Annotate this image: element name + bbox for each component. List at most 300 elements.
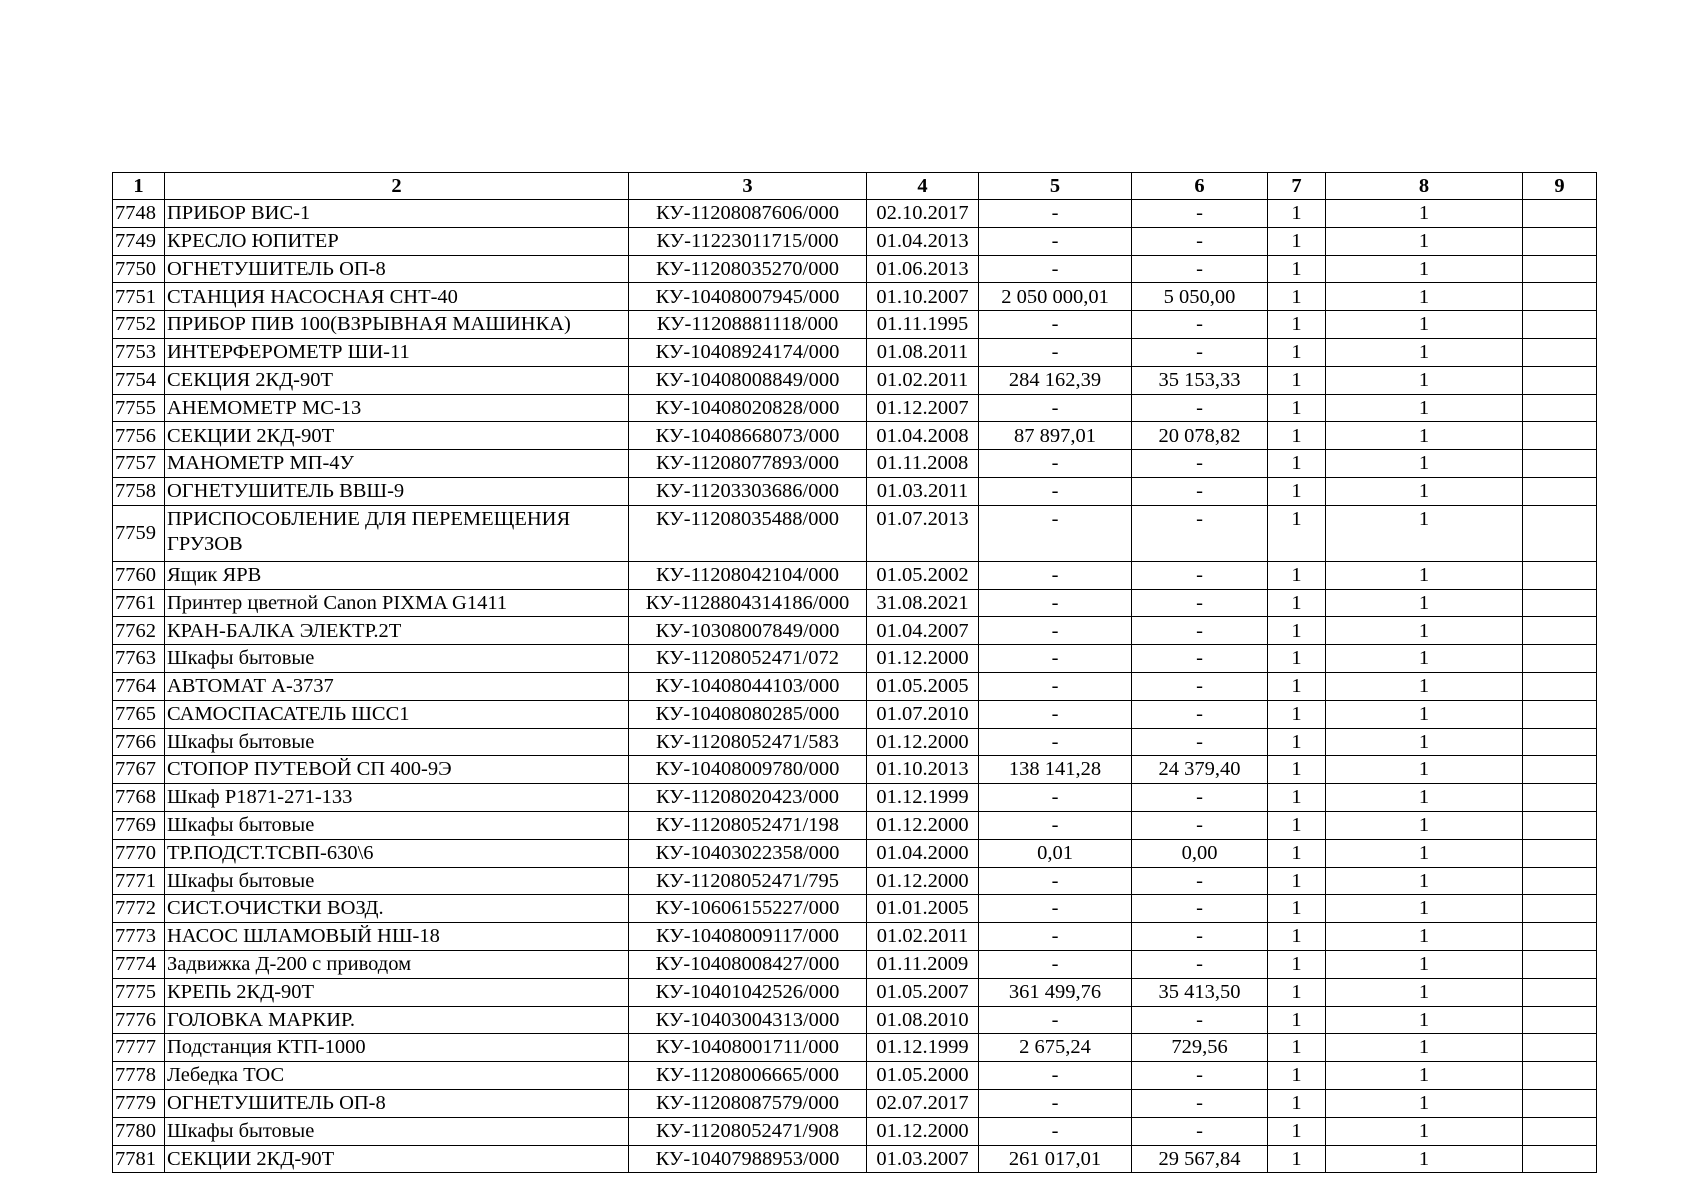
qty-col7-cell: 1 [1268, 1034, 1326, 1062]
value-col6-cell: - [1132, 645, 1268, 673]
date-cell: 01.12.2007 [867, 394, 979, 422]
inventory-code-cell: КУ-10401042526/000 [629, 978, 867, 1006]
item-name-cell: ПРИБОР ПИВ 100(ВЗРЫВНАЯ МАШИНКА) [165, 311, 629, 339]
table-row [113, 645, 1597, 673]
note-col9-cell [1523, 311, 1597, 339]
qty-col8-cell: 1 [1326, 672, 1523, 700]
date-cell: 01.04.2000 [867, 839, 979, 867]
note-col9-cell [1523, 561, 1597, 589]
value-col5-cell: - [979, 1062, 1132, 1090]
inventory-code-cell: КУ-10408008849/000 [629, 366, 867, 394]
inventory-code-cell: КУ-11208052471/583 [629, 728, 867, 756]
value-col5-cell: - [979, 311, 1132, 339]
qty-col7-cell: 1 [1268, 589, 1326, 617]
date-cell: 01.11.2008 [867, 450, 979, 478]
row-number-cell: 7751 [113, 283, 165, 311]
table-row [113, 895, 1597, 923]
column-header: 4 [867, 173, 979, 200]
qty-col7-cell: 1 [1268, 839, 1326, 867]
table-row [113, 1034, 1597, 1062]
value-col6-cell: - [1132, 227, 1268, 255]
item-name-cell: СЕКЦИЯ 2КД-90Т [165, 366, 629, 394]
value-col5-cell: - [979, 645, 1132, 673]
date-cell: 01.03.2007 [867, 1145, 979, 1173]
row-number-cell: 7774 [113, 950, 165, 978]
note-col9-cell [1523, 811, 1597, 839]
note-col9-cell [1523, 728, 1597, 756]
note-col9-cell [1523, 227, 1597, 255]
inventory-code-cell: КУ-11223011715/000 [629, 227, 867, 255]
value-col5-cell: 361 499,76 [979, 978, 1132, 1006]
value-col6-cell: - [1132, 311, 1268, 339]
date-cell: 02.10.2017 [867, 200, 979, 228]
value-col6-cell: - [1132, 728, 1268, 756]
date-cell: 02.07.2017 [867, 1089, 979, 1117]
column-header: 6 [1132, 173, 1268, 200]
qty-col7-cell: 1 [1268, 255, 1326, 283]
table-row [113, 700, 1597, 728]
date-cell: 01.11.1995 [867, 311, 979, 339]
header-row [113, 173, 1597, 200]
inventory-code-cell: КУ-10408008427/000 [629, 950, 867, 978]
value-col5-cell: - [979, 338, 1132, 366]
value-col5-cell: - [979, 895, 1132, 923]
qty-col7-cell: 1 [1268, 645, 1326, 673]
inventory-code-cell: КУ-11208042104/000 [629, 561, 867, 589]
note-col9-cell [1523, 1006, 1597, 1034]
value-col5-cell: 87 897,01 [979, 422, 1132, 450]
value-col6-cell: - [1132, 923, 1268, 951]
row-number-cell: 7760 [113, 561, 165, 589]
inventory-code-cell: КУ-11208087606/000 [629, 200, 867, 228]
date-cell: 01.05.2000 [867, 1062, 979, 1090]
item-name-cell: СТОПОР ПУТЕВОЙ СП 400-9Э [165, 756, 629, 784]
qty-col8-cell: 1 [1326, 366, 1523, 394]
value-col6-cell: 729,56 [1132, 1034, 1268, 1062]
qty-col8-cell: 1 [1326, 756, 1523, 784]
table-row [113, 1089, 1597, 1117]
qty-col8-cell: 1 [1326, 283, 1523, 311]
column-header: 3 [629, 173, 867, 200]
qty-col8-cell: 1 [1326, 338, 1523, 366]
value-col6-cell: - [1132, 617, 1268, 645]
row-number-cell: 7772 [113, 895, 165, 923]
inventory-code-cell: КУ-11208035270/000 [629, 255, 867, 283]
qty-col7-cell: 1 [1268, 1062, 1326, 1090]
qty-col7-cell: 1 [1268, 978, 1326, 1006]
value-col5-cell: - [979, 1089, 1132, 1117]
qty-col8-cell: 1 [1326, 839, 1523, 867]
item-name-cell: НАСОС ШЛАМОВЫЙ НШ-18 [165, 923, 629, 951]
item-name-cell: Принтер цветной Canon PIXMA G1411 [165, 589, 629, 617]
qty-col8-cell: 1 [1326, 477, 1523, 505]
qty-col7-cell: 1 [1268, 366, 1326, 394]
qty-col7-cell: 1 [1268, 811, 1326, 839]
inventory-code-cell: КУ-10308007849/000 [629, 617, 867, 645]
inventory-code-cell: КУ-10408044103/000 [629, 672, 867, 700]
value-col6-cell: - [1132, 505, 1268, 561]
item-name-cell: ПРИБОР ВИС-1 [165, 200, 629, 228]
table-row [113, 811, 1597, 839]
inventory-code-cell: КУ-11208052471/908 [629, 1117, 867, 1145]
qty-col7-cell: 1 [1268, 394, 1326, 422]
row-number-cell: 7778 [113, 1062, 165, 1090]
table-row [113, 505, 1597, 561]
qty-col8-cell: 1 [1326, 422, 1523, 450]
value-col6-cell: - [1132, 589, 1268, 617]
note-col9-cell [1523, 283, 1597, 311]
note-col9-cell [1523, 422, 1597, 450]
item-name-cell: СТАНЦИЯ НАСОСНАЯ СНТ-40 [165, 283, 629, 311]
row-number-cell: 7765 [113, 700, 165, 728]
value-col5-cell: - [979, 477, 1132, 505]
value-col5-cell: - [979, 672, 1132, 700]
qty-col8-cell: 1 [1326, 394, 1523, 422]
date-cell: 01.10.2013 [867, 756, 979, 784]
item-name-cell: КРЕПЬ 2КД-90Т [165, 978, 629, 1006]
inventory-code-cell: КУ-11208077893/000 [629, 450, 867, 478]
item-name-cell: АВТОМАТ А-3737 [165, 672, 629, 700]
table-row [113, 561, 1597, 589]
value-col5-cell: 261 017,01 [979, 1145, 1132, 1173]
qty-col7-cell: 1 [1268, 338, 1326, 366]
inventory-code-cell: КУ-10408009780/000 [629, 756, 867, 784]
date-cell: 31.08.2021 [867, 589, 979, 617]
table-row [113, 672, 1597, 700]
qty-col8-cell: 1 [1326, 1034, 1523, 1062]
note-col9-cell [1523, 617, 1597, 645]
value-col6-cell: - [1132, 895, 1268, 923]
qty-col7-cell: 1 [1268, 895, 1326, 923]
inventory-code-cell: КУ-10408009117/000 [629, 923, 867, 951]
date-cell: 01.04.2007 [867, 617, 979, 645]
item-name-cell: КРАН-БАЛКА ЭЛЕКТР.2Т [165, 617, 629, 645]
note-col9-cell [1523, 477, 1597, 505]
value-col6-cell: - [1132, 1117, 1268, 1145]
date-cell: 01.06.2013 [867, 255, 979, 283]
value-col6-cell: - [1132, 811, 1268, 839]
qty-col8-cell: 1 [1326, 450, 1523, 478]
date-cell: 01.08.2010 [867, 1006, 979, 1034]
table-row [113, 338, 1597, 366]
note-col9-cell [1523, 366, 1597, 394]
qty-col7-cell: 1 [1268, 311, 1326, 339]
table-row [113, 394, 1597, 422]
inventory-code-cell: КУ-11203303686/000 [629, 477, 867, 505]
qty-col8-cell: 1 [1326, 950, 1523, 978]
qty-col7-cell: 1 [1268, 227, 1326, 255]
value-col6-cell: 29 567,84 [1132, 1145, 1268, 1173]
value-col6-cell: - [1132, 477, 1268, 505]
date-cell: 01.12.1999 [867, 784, 979, 812]
qty-col8-cell: 1 [1326, 255, 1523, 283]
qty-col7-cell: 1 [1268, 950, 1326, 978]
note-col9-cell [1523, 756, 1597, 784]
qty-col8-cell: 1 [1326, 923, 1523, 951]
note-col9-cell [1523, 1117, 1597, 1145]
table-row [113, 283, 1597, 311]
table-row [113, 867, 1597, 895]
row-number-cell: 7748 [113, 200, 165, 228]
qty-col7-cell: 1 [1268, 1089, 1326, 1117]
row-number-cell: 7757 [113, 450, 165, 478]
inventory-code-cell: КУ-11208052471/198 [629, 811, 867, 839]
date-cell: 01.05.2002 [867, 561, 979, 589]
inventory-code-cell: КУ-11208052471/795 [629, 867, 867, 895]
note-col9-cell [1523, 700, 1597, 728]
value-col6-cell: 0,00 [1132, 839, 1268, 867]
qty-col8-cell: 1 [1326, 784, 1523, 812]
row-number-cell: 7758 [113, 477, 165, 505]
qty-col8-cell: 1 [1326, 978, 1523, 1006]
table-body [113, 200, 1597, 1173]
table-row [113, 784, 1597, 812]
value-col5-cell: - [979, 505, 1132, 561]
row-number-cell: 7767 [113, 756, 165, 784]
value-col5-cell: - [979, 561, 1132, 589]
value-col5-cell: - [979, 200, 1132, 228]
value-col5-cell: - [979, 617, 1132, 645]
item-name-cell: Шкафы бытовые [165, 1117, 629, 1145]
table-row [113, 227, 1597, 255]
row-number-cell: 7756 [113, 422, 165, 450]
qty-col7-cell: 1 [1268, 1006, 1326, 1034]
qty-col8-cell: 1 [1326, 561, 1523, 589]
value-col6-cell: - [1132, 450, 1268, 478]
date-cell: 01.03.2011 [867, 477, 979, 505]
inventory-code-cell: КУ-10408668073/000 [629, 422, 867, 450]
row-number-cell: 7780 [113, 1117, 165, 1145]
value-col6-cell: - [1132, 1062, 1268, 1090]
item-name-cell: МАНОМЕТР МП-4У [165, 450, 629, 478]
inventory-code-cell: КУ-10408080285/000 [629, 700, 867, 728]
value-col6-cell: - [1132, 394, 1268, 422]
value-col6-cell: - [1132, 784, 1268, 812]
qty-col7-cell: 1 [1268, 1145, 1326, 1173]
item-name-cell: Задвижка Д-200 с приводом [165, 950, 629, 978]
row-number-cell: 7768 [113, 784, 165, 812]
inventory-code-cell: КУ-10408007945/000 [629, 283, 867, 311]
note-col9-cell [1523, 839, 1597, 867]
item-name-cell: Шкафы бытовые [165, 728, 629, 756]
note-col9-cell [1523, 895, 1597, 923]
date-cell: 01.12.1999 [867, 1034, 979, 1062]
value-col5-cell: - [979, 1117, 1132, 1145]
table-row [113, 1006, 1597, 1034]
row-number-cell: 7764 [113, 672, 165, 700]
table-row [113, 1117, 1597, 1145]
value-col5-cell: - [979, 728, 1132, 756]
item-name-cell: Шкафы бытовые [165, 811, 629, 839]
table-row [113, 477, 1597, 505]
row-number-cell: 7777 [113, 1034, 165, 1062]
item-name-cell: КРЕСЛО ЮПИТЕР [165, 227, 629, 255]
date-cell: 01.07.2010 [867, 700, 979, 728]
inventory-code-cell: КУ-11208020423/000 [629, 784, 867, 812]
note-col9-cell [1523, 923, 1597, 951]
row-number-cell: 7755 [113, 394, 165, 422]
inventory-code-cell: КУ-11208087579/000 [629, 1089, 867, 1117]
qty-col8-cell: 1 [1326, 700, 1523, 728]
date-cell: 01.05.2005 [867, 672, 979, 700]
item-name-cell: ОГНЕТУШИТЕЛЬ ВВШ-9 [165, 477, 629, 505]
value-col5-cell: - [979, 784, 1132, 812]
qty-col7-cell: 1 [1268, 561, 1326, 589]
qty-col7-cell: 1 [1268, 672, 1326, 700]
item-name-cell: ИНТЕРФЕРОМЕТР ШИ-11 [165, 338, 629, 366]
qty-col7-cell: 1 [1268, 200, 1326, 228]
column-header: 2 [165, 173, 629, 200]
table-row [113, 311, 1597, 339]
value-col5-cell: 2 675,24 [979, 1034, 1132, 1062]
qty-col7-cell: 1 [1268, 867, 1326, 895]
value-col5-cell: - [979, 255, 1132, 283]
row-number-cell: 7769 [113, 811, 165, 839]
note-col9-cell [1523, 784, 1597, 812]
row-number-cell: 7749 [113, 227, 165, 255]
note-col9-cell [1523, 200, 1597, 228]
item-name-cell: СИСТ.ОЧИСТКИ ВОЗД. [165, 895, 629, 923]
item-name-cell: ТР.ПОДСТ.ТСВП-630\6 [165, 839, 629, 867]
value-col6-cell: - [1132, 867, 1268, 895]
value-col6-cell: - [1132, 255, 1268, 283]
note-col9-cell [1523, 978, 1597, 1006]
value-col5-cell: - [979, 950, 1132, 978]
qty-col7-cell: 1 [1268, 477, 1326, 505]
note-col9-cell [1523, 1034, 1597, 1062]
row-number-cell: 7761 [113, 589, 165, 617]
date-cell: 01.10.2007 [867, 283, 979, 311]
inventory-code-cell: КУ-11208035488/000 [629, 505, 867, 561]
value-col5-cell: 0,01 [979, 839, 1132, 867]
qty-col7-cell: 1 [1268, 700, 1326, 728]
qty-col7-cell: 1 [1268, 784, 1326, 812]
date-cell: 01.04.2008 [867, 422, 979, 450]
row-number-cell: 7770 [113, 839, 165, 867]
note-col9-cell [1523, 255, 1597, 283]
value-col6-cell: - [1132, 950, 1268, 978]
inventory-code-cell: КУ-10407988953/000 [629, 1145, 867, 1173]
qty-col7-cell: 1 [1268, 1117, 1326, 1145]
table-row [113, 589, 1597, 617]
item-name-cell: ГОЛОВКА МАРКИР. [165, 1006, 629, 1034]
qty-col8-cell: 1 [1326, 1062, 1523, 1090]
row-number-cell: 7754 [113, 366, 165, 394]
value-col5-cell: - [979, 700, 1132, 728]
inventory-code-cell: КУ-1128804314186/000 [629, 589, 867, 617]
value-col6-cell: - [1132, 338, 1268, 366]
inventory-code-cell: КУ-10403004313/000 [629, 1006, 867, 1034]
value-col5-cell: 2 050 000,01 [979, 283, 1132, 311]
note-col9-cell [1523, 394, 1597, 422]
note-col9-cell [1523, 645, 1597, 673]
item-name-cell: АНЕМОМЕТР МС-13 [165, 394, 629, 422]
row-number-cell: 7753 [113, 338, 165, 366]
row-number-cell: 7750 [113, 255, 165, 283]
table-row [113, 756, 1597, 784]
row-number-cell: 7766 [113, 728, 165, 756]
value-col5-cell: - [979, 923, 1132, 951]
date-cell: 01.02.2011 [867, 923, 979, 951]
note-col9-cell [1523, 1089, 1597, 1117]
row-number-cell: 7771 [113, 867, 165, 895]
inventory-code-cell: КУ-10408924174/000 [629, 338, 867, 366]
row-number-cell: 7775 [113, 978, 165, 1006]
value-col6-cell: 35 153,33 [1132, 366, 1268, 394]
value-col6-cell: 24 379,40 [1132, 756, 1268, 784]
qty-col7-cell: 1 [1268, 450, 1326, 478]
table-row [113, 950, 1597, 978]
value-col5-cell: - [979, 1006, 1132, 1034]
table-row [113, 728, 1597, 756]
note-col9-cell [1523, 505, 1597, 561]
value-col5-cell: 284 162,39 [979, 366, 1132, 394]
table-row [113, 255, 1597, 283]
table-row [113, 923, 1597, 951]
row-number-cell: 7776 [113, 1006, 165, 1034]
table-row [113, 1145, 1597, 1173]
value-col6-cell: - [1132, 561, 1268, 589]
table-row [113, 839, 1597, 867]
value-col5-cell: - [979, 450, 1132, 478]
qty-col8-cell: 1 [1326, 1145, 1523, 1173]
value-col6-cell: - [1132, 1089, 1268, 1117]
note-col9-cell [1523, 1062, 1597, 1090]
row-number-cell: 7763 [113, 645, 165, 673]
note-col9-cell [1523, 867, 1597, 895]
note-col9-cell [1523, 950, 1597, 978]
note-col9-cell [1523, 1145, 1597, 1173]
date-cell: 01.12.2000 [867, 811, 979, 839]
qty-col8-cell: 1 [1326, 1117, 1523, 1145]
table-row [113, 366, 1597, 394]
qty-col7-cell: 1 [1268, 283, 1326, 311]
item-name-cell: Шкафы бытовые [165, 867, 629, 895]
column-header: 1 [113, 173, 165, 200]
qty-col8-cell: 1 [1326, 867, 1523, 895]
value-col5-cell: - [979, 227, 1132, 255]
qty-col8-cell: 1 [1326, 645, 1523, 673]
table-row [113, 200, 1597, 228]
item-name-cell: ОГНЕТУШИТЕЛЬ ОП-8 [165, 255, 629, 283]
date-cell: 01.07.2013 [867, 505, 979, 561]
qty-col8-cell: 1 [1326, 728, 1523, 756]
row-number-cell: 7759 [113, 505, 165, 561]
date-cell: 01.12.2000 [867, 867, 979, 895]
qty-col8-cell: 1 [1326, 895, 1523, 923]
note-col9-cell [1523, 589, 1597, 617]
column-header: 9 [1523, 173, 1597, 200]
inventory-code-cell: КУ-11208052471/072 [629, 645, 867, 673]
column-header: 5 [979, 173, 1132, 200]
value-col5-cell: 138 141,28 [979, 756, 1132, 784]
qty-col7-cell: 1 [1268, 617, 1326, 645]
qty-col8-cell: 1 [1326, 811, 1523, 839]
table-row [113, 450, 1597, 478]
date-cell: 01.05.2007 [867, 978, 979, 1006]
qty-col8-cell: 1 [1326, 617, 1523, 645]
inventory-table [112, 172, 1597, 1173]
qty-col7-cell: 1 [1268, 756, 1326, 784]
date-cell: 01.02.2011 [867, 366, 979, 394]
qty-col8-cell: 1 [1326, 1089, 1523, 1117]
item-name-cell: СЕКЦИИ 2КД-90Т [165, 422, 629, 450]
value-col6-cell: - [1132, 1006, 1268, 1034]
note-col9-cell [1523, 338, 1597, 366]
date-cell: 01.12.2000 [867, 1117, 979, 1145]
item-name-cell: ПРИСПОСОБЛЕНИЕ ДЛЯ ПЕРЕМЕЩЕНИЯ ГРУЗОВ [165, 505, 629, 561]
value-col6-cell: - [1132, 672, 1268, 700]
